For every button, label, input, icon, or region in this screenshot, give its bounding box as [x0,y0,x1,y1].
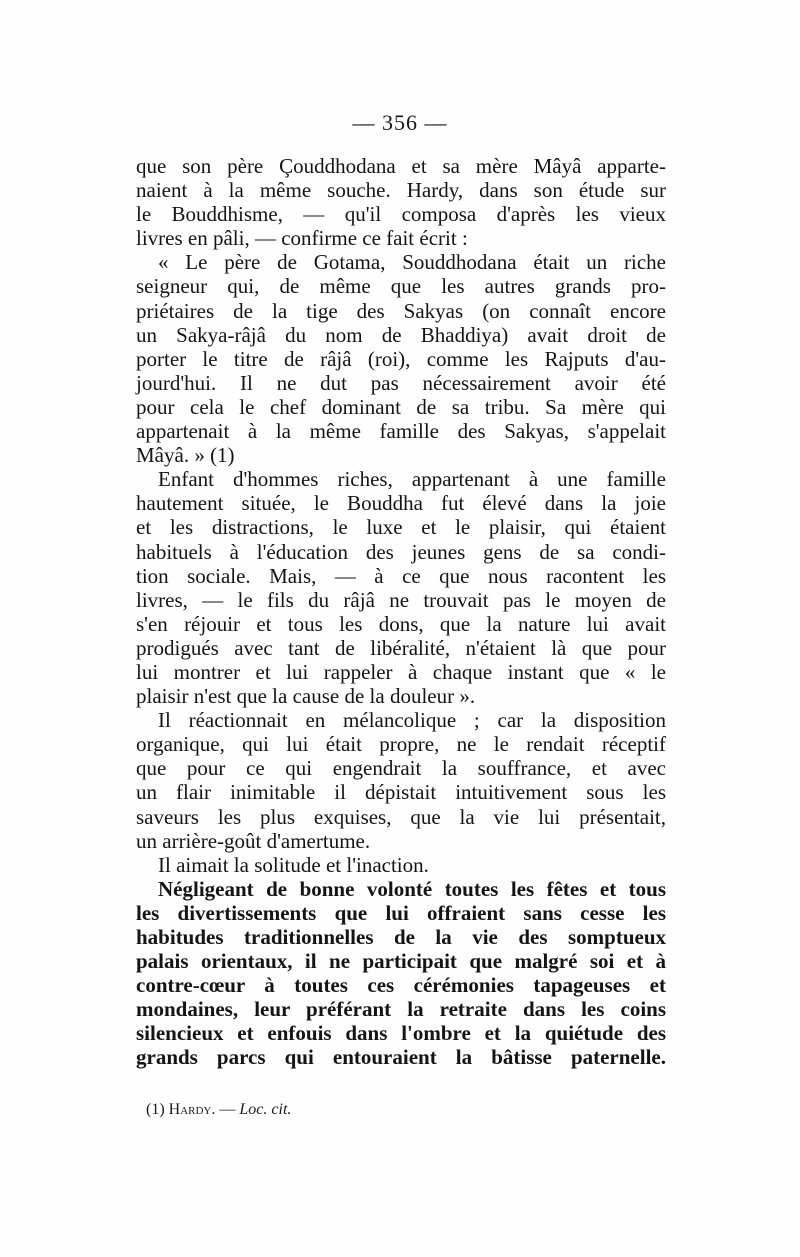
text-line: porter le titre de râjâ (roi), comme les Rajputs d'au- [136,346,666,371]
footnote [146,1101,291,1119]
text-line: que pour ce qui engendrait la souffrance, et avec [136,756,666,781]
text-line: « Le père de Gotama, Souddhodana était un riche [158,250,666,275]
text-line: Mâyâ. » (1) [136,443,235,468]
text-line: livres en pâli, — confirme ce fait écrit : [136,226,468,251]
text-line: priétaires de la tige des Sakyas (on connaît encore [136,298,666,323]
text-line: Il réactionnait en mélancolique ; car la disposition [158,708,666,733]
text-line: Il aimait la solitude et l'inaction. [158,852,429,877]
text-line: saveurs les plus exquises, que la vie lui présentait, [136,804,666,829]
text-line: silencieux et enfouis dans l'ombre et la quiétude des [136,1021,666,1046]
text-line: et les distractions, le luxe et le plaisir, qui étaient [136,515,666,540]
text-line: un arrière-goût d'amertume. [136,828,371,853]
text-line: livres, — le fils du râjâ ne trouvait pas le moyen de [136,587,666,612]
text-line: le Bouddhisme, — qu'il composa d'après les vieux [136,202,666,227]
bold-paragraph [136,877,666,1070]
text-line: hautement située, le Bouddha fut élevé dans la joie [136,491,666,516]
text-line: tion sociale. Mais, — à ce que nous racontent les [136,563,666,588]
text-line: mondaines, leur préférant la retraite dans les coins [136,997,666,1022]
text-line: Négligeant de bonne volonté toutes les fêtes et tous [158,876,666,901]
text-line: un flair inimitable il dépistait intuitivement sous les [136,780,666,805]
text-line: que son père Çouddhodana et sa mère Mâyâ apparte- [136,154,666,178]
footnote-author: Hardy. [168,1101,216,1118]
text-line: seigneur qui, de même que les autres grands pro- [136,274,666,299]
text-line: les divertissements que lui offraient sans cesse les [136,900,666,925]
footnote-marker: (1) [146,1101,165,1118]
text-line: un Sakya-râjâ du nom de Bhaddiya) avait droit de [136,322,666,347]
text-line: pour cela le chef dominant de sa tribu. Sa mère qui [136,394,666,419]
text-line: contre-cœur à toutes ces cérémonies tapageuses et [136,973,666,998]
text-line: prodigués avec tant de libéralité, n'étaient là que pour [136,635,666,660]
body-text [136,154,666,1070]
text-line: palais orientaux, il ne participait que malgré soi et à [136,949,666,974]
text-line: jourd'hui. Il ne dut pas nécessairement avoir été [136,370,666,395]
text-line: habitudes traditionnelles de la vie des somptueux [136,925,666,949]
footnote-dash: — [219,1101,236,1118]
text-line: plaisir n'est que la cause de la douleur ». [136,684,476,709]
footnote-reference: Loc. cit. [239,1101,292,1118]
text-line: appartenait à la même famille des Sakyas, s'appelait [136,419,666,444]
text-line: habituels à l'éducation des jeunes gens de sa condi- [136,539,666,564]
text-line: s'en réjouir et tous les dons, que la nature lui avait [136,611,666,636]
text-line: Enfant d'hommes riches, appartenant à une famille [158,467,666,492]
page-number: — 356 — [352,110,448,135]
text-line: lui montrer et lui rappeler à chaque instant que « le [136,659,666,684]
text-line: naient à la même souche. Hardy, dans son étude sur [136,178,666,203]
text-line: grands parcs qui entouraient la bâtisse paternelle. [136,1045,666,1070]
text-line: organique, qui lui était propre, ne le rendait réceptif [136,732,666,757]
